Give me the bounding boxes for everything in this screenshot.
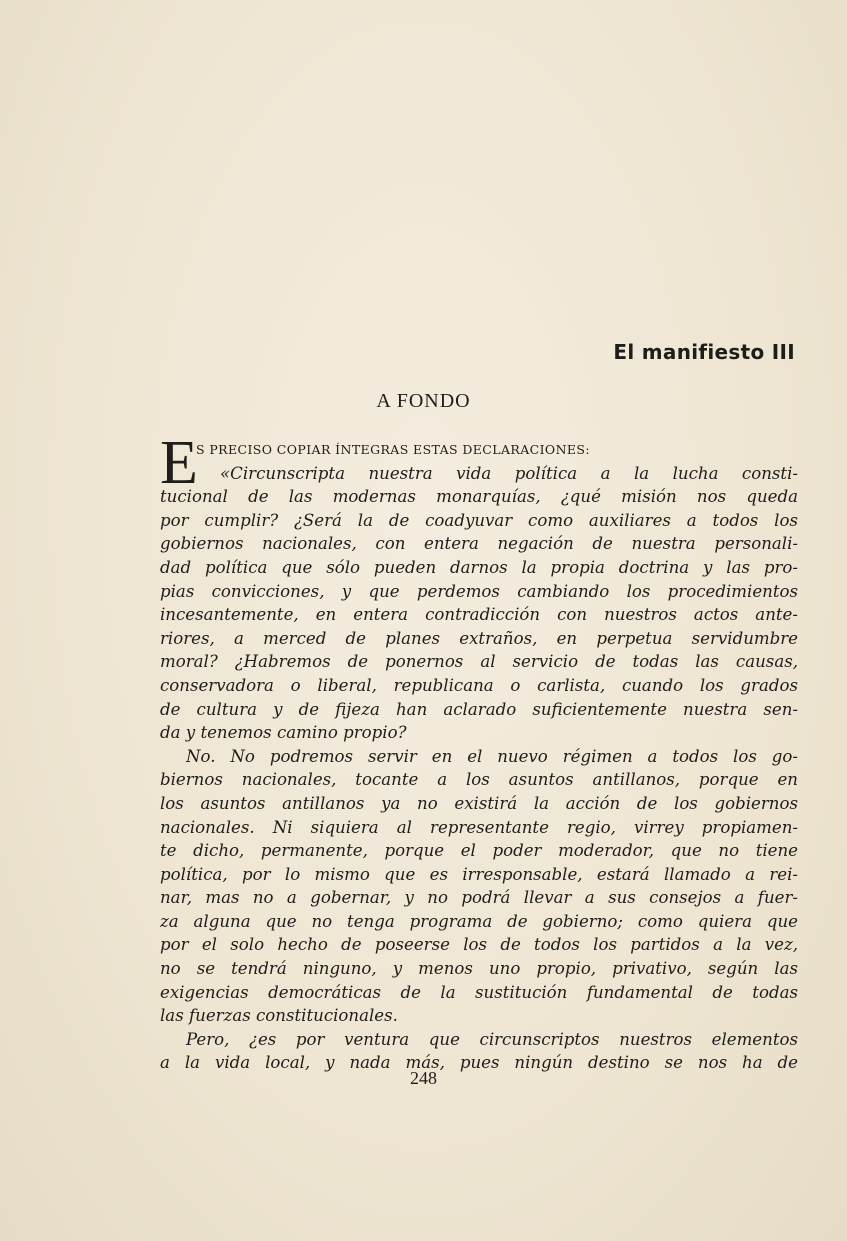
text-line: pias convicciones, y que perdemos cambiando los procedimientos — [160, 581, 798, 601]
text-line: de cultura y de fijeza han aclarado suficientemente nuestra sen- — [160, 699, 798, 719]
text-line: moral? ¿Habremos de ponernos al servicio de todas las causas, — [160, 652, 798, 672]
text-line: te dicho, permanente, porque el poder moderador, que no tiene — [160, 841, 798, 861]
text-line: por el solo hecho de poseerse los de todos los partidos a la vez, — [160, 935, 798, 955]
text-line: nacionales. Ni siquiera al representante regio, virrey propiamen- — [160, 817, 798, 837]
text-line: riores, a merced de planes extraños, en perpetua servidumbre — [160, 628, 798, 648]
text-line: Pero, ¿es por ventura que circunscriptos nuestros elementos — [186, 1029, 798, 1049]
drop-cap: E — [160, 429, 198, 497]
text-line: dad política que sólo pueden darnos la propia doctrina y las pro- — [160, 557, 798, 577]
text-line: biernos nacionales, tocante a los asuntos antillanos, porque en — [160, 770, 798, 790]
text-line: No. No podremos servir en el nuevo régimen a todos los go- — [186, 746, 798, 766]
text-line: política, por lo mismo que es irresponsable, estará llamado a rei- — [160, 864, 798, 884]
text-line: «Circunscripta nuestra vida política a la lucha consti- — [220, 463, 798, 483]
text-line: conservadora o liberal, republicana o carlista, cuando los grados — [160, 675, 798, 695]
text-line: no se tendrá ninguno, y menos uno propio, privativo, según las — [160, 959, 798, 979]
page-number: 248 — [410, 1068, 437, 1088]
text-line: za alguna que no tenga programa de gobierno; como quiera que — [160, 911, 798, 931]
body-text — [160, 429, 798, 1075]
text-line: incesantemente, en entera contradicción con nuestros actos ante- — [160, 605, 798, 625]
section-title: El manifiesto III — [613, 340, 795, 364]
text-line: gobiernos nacionales, con entera negación de nuestra personali- — [160, 534, 798, 554]
text-line: los asuntos antillanos ya no existirá la acción de los gobiernos — [160, 793, 798, 813]
chapter-title: A FONDO — [376, 390, 471, 412]
text-line: tucional de las modernas monarquías, ¿qué misión nos queda — [160, 487, 798, 507]
text-line: a la vida local, y nada más, pues ningún destino se nos ha de — [160, 1053, 798, 1073]
text-line: da y tenemos camino propio? — [160, 723, 407, 743]
text-line: nar, mas no a gobernar, y no podrá llevar a sus consejos a fuer- — [160, 888, 798, 908]
text-line: exigencias democráticas de la sustitución fundamental de todas — [160, 982, 798, 1002]
text-line: por cumplir? ¿Será la de coadyuvar como auxiliares a todos los — [160, 510, 798, 530]
opening-line: S PRECISO COPIAR ÍNTEGRAS ESTAS DECLARACIONES: — [196, 442, 591, 457]
text-line: las fuerzas constitucionales. — [160, 1006, 398, 1026]
